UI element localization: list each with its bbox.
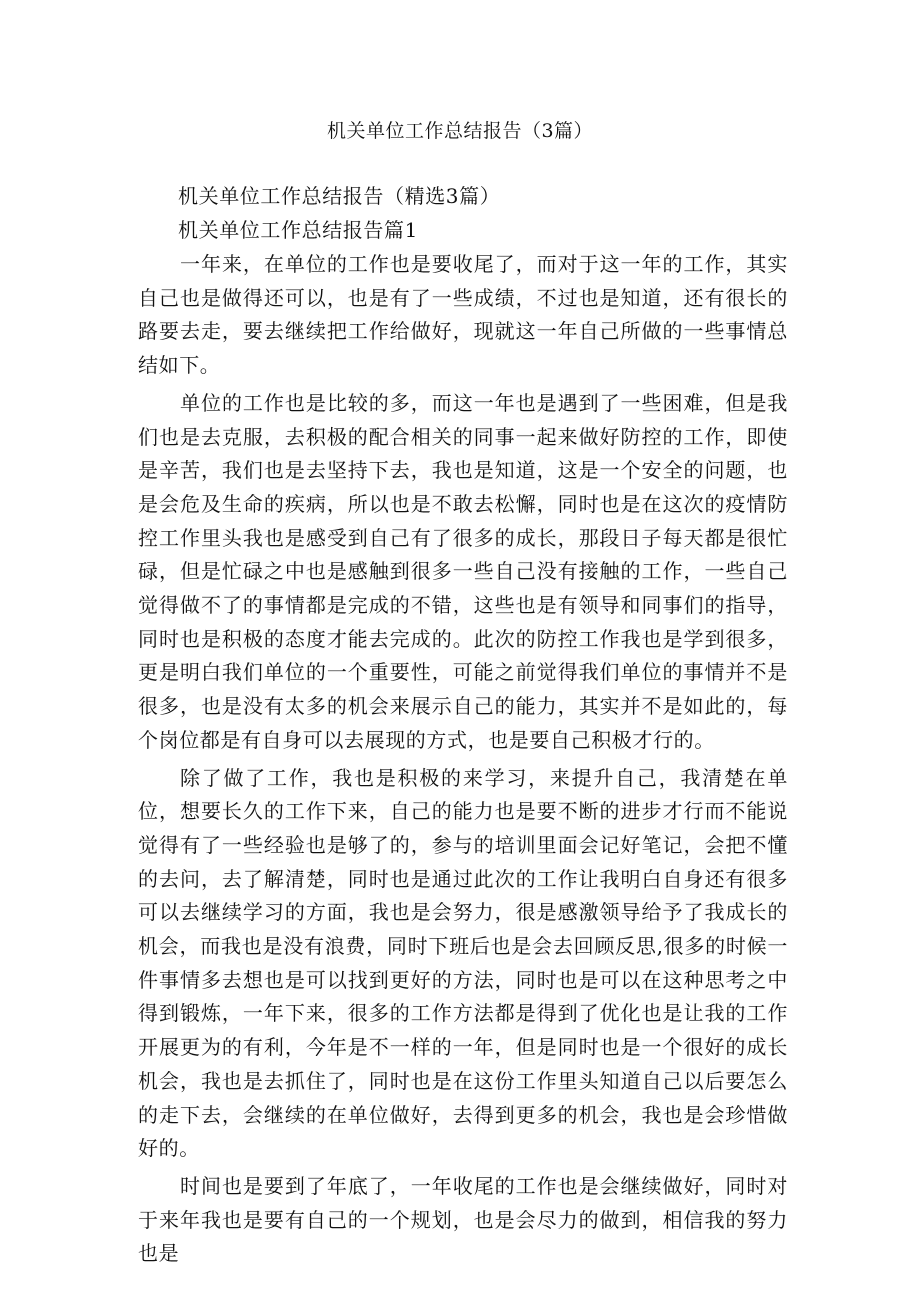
document-title: 机关单位工作总结报告（3篇） [326,120,594,142]
section-heading: 机关单位工作总结报告篇1 [178,218,418,242]
paragraph-3: 除了做了工作，我也是积极的来学习，来提升自己，我清楚在单位，想要长久的工作下来，自己的能力也是要不断的进步才行而不能说觉得有了一些经验也是够了的，参与的培训里面会记好笔记，会把不懂的去问，去了解清楚，同时也是通过此次的工作让我明白自身还有很多可以去继续学习的方面，我也是会努力，很是感激领导给予了我成长的机会，而我也是没有浪费，同时下班后也是会去回顾反思,很多的时候一件事情多去想也是可以找到更好的方法，同时也是可以在这种思考之中得到锻炼，一年下来，很多的工作方法都是得到了优化也是让我的工作开展更为的有利，今年是不一样的一年，但是同时也是一个很好的成长机会，我也是去抓住了，同时也是在这份工作里头知道自己以后要怎么的走下去，会继续的在单位做好，去得到更多的机会，我也是会珍惜做好的。 [138,765,788,1161]
document-subtitle: 机关单位工作总结报告（精选3篇） [178,184,501,208]
document-body [138,180,788,1275]
paragraph-4: 时间也是要到了年底了，一年收尾的工作也是会继续做好，同时对于来年我也是要有自己的一个规划，也是会尽力的做到，相信我的努力也是 [138,1173,788,1266]
paragraph-2: 单位的工作也是比较的多，而这一年也是遇到了一些困难，但是我们也是去克服，去积极的配合相关的同事一起来做好防控的工作，即使是辛苦，我们也是去坚持下去，我也是知道，这是一个安全的问题，也是会危及生命的疾病，所以也是不敢去松懈，同时也是在这次的疫情防控工作里头我也是感受到自己有了很多的成长，那段日子每天都是很忙碌，但是忙碌之中也是感触到很多一些自己没有接触的工作，一些自己觉得做不了的事情都是完成的不错，这些也是有领导和同事们的指导，同时也是积极的态度才能去完成的。此次的防控工作我也是学到很多，更是明白我们单位的一个重要性，可能之前觉得我们单位的事情并不是很多，也是没有太多的机会来展示自己的能力，其实并不是如此的，每个岗位都是有自身可以去展现的方式，也是要自己积极才行的。 [138,390,788,752]
paragraph-1: 一年来，在单位的工作也是要收尾了，而对于这一年的工作，其实自己也是做得还可以，也是有了一些成绩，不过也是知道，还有很长的路要去走，要去继续把工作给做好，现就这一年自己所做的一些事情总结如下。 [138,252,788,378]
